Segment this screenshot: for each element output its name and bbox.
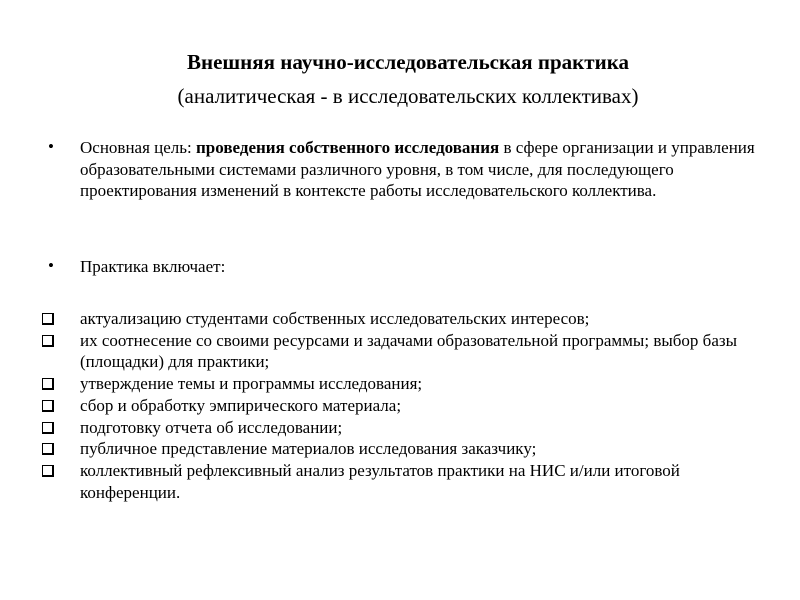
goal-rest: в сфере организации и управления образовательными системами различного уровня, в том числе, для последующего проектирования изменений в контексте работы исследовательского коллектива. (80, 138, 755, 200)
slide-subtitle: (аналитическая - в исследовательских коллективах) (177, 84, 639, 108)
goal-paragraph (80, 137, 780, 202)
list-item (0, 395, 740, 417)
checkbox-bullet-icon (42, 313, 54, 325)
checkbox-bullet-icon (42, 422, 54, 434)
list-item (0, 438, 740, 460)
bullet-dot: • (48, 137, 54, 156)
checkbox-bullet-icon (42, 335, 54, 347)
list-item (0, 373, 740, 395)
bullet-dot: • (48, 256, 54, 275)
goal-bold: проведения собственного исследования (196, 138, 500, 157)
list-item (0, 417, 740, 439)
list-item (0, 308, 740, 330)
list-item-text: актуализацию студентами собственных исследовательских интересов; (80, 309, 590, 328)
checkbox-bullet-icon (42, 378, 54, 390)
goal-prefix: Основная цель: (80, 138, 197, 157)
list-item-text: их соотнесение со своими ресурсами и задачами образовательной программы; выбор базы (площадки) для практики; (80, 330, 738, 372)
list-item-text: публичное представление материалов исследования заказчику; (80, 439, 537, 459)
includes-label: Практика включает: (80, 257, 226, 276)
list-item-text: сбор и обработку эмпирического материала; (80, 395, 402, 415)
list-item (0, 460, 740, 503)
checkbox-bullet-icon (42, 465, 54, 477)
list-item-text: подготовку отчета об исследовании; (80, 417, 343, 437)
list-item (0, 330, 740, 373)
slide-title: Внешняя научно-исследовательская практика (187, 50, 629, 74)
list-item-text: утверждение темы и программы исследования; (80, 374, 423, 394)
list-item-text: коллективный рефлексивный анализ результатов практики на НИС и/или итоговой конференции. (80, 460, 680, 502)
checkbox-bullet-icon (42, 400, 54, 412)
practice-items-list (0, 308, 740, 503)
checkbox-bullet-icon (42, 443, 54, 455)
